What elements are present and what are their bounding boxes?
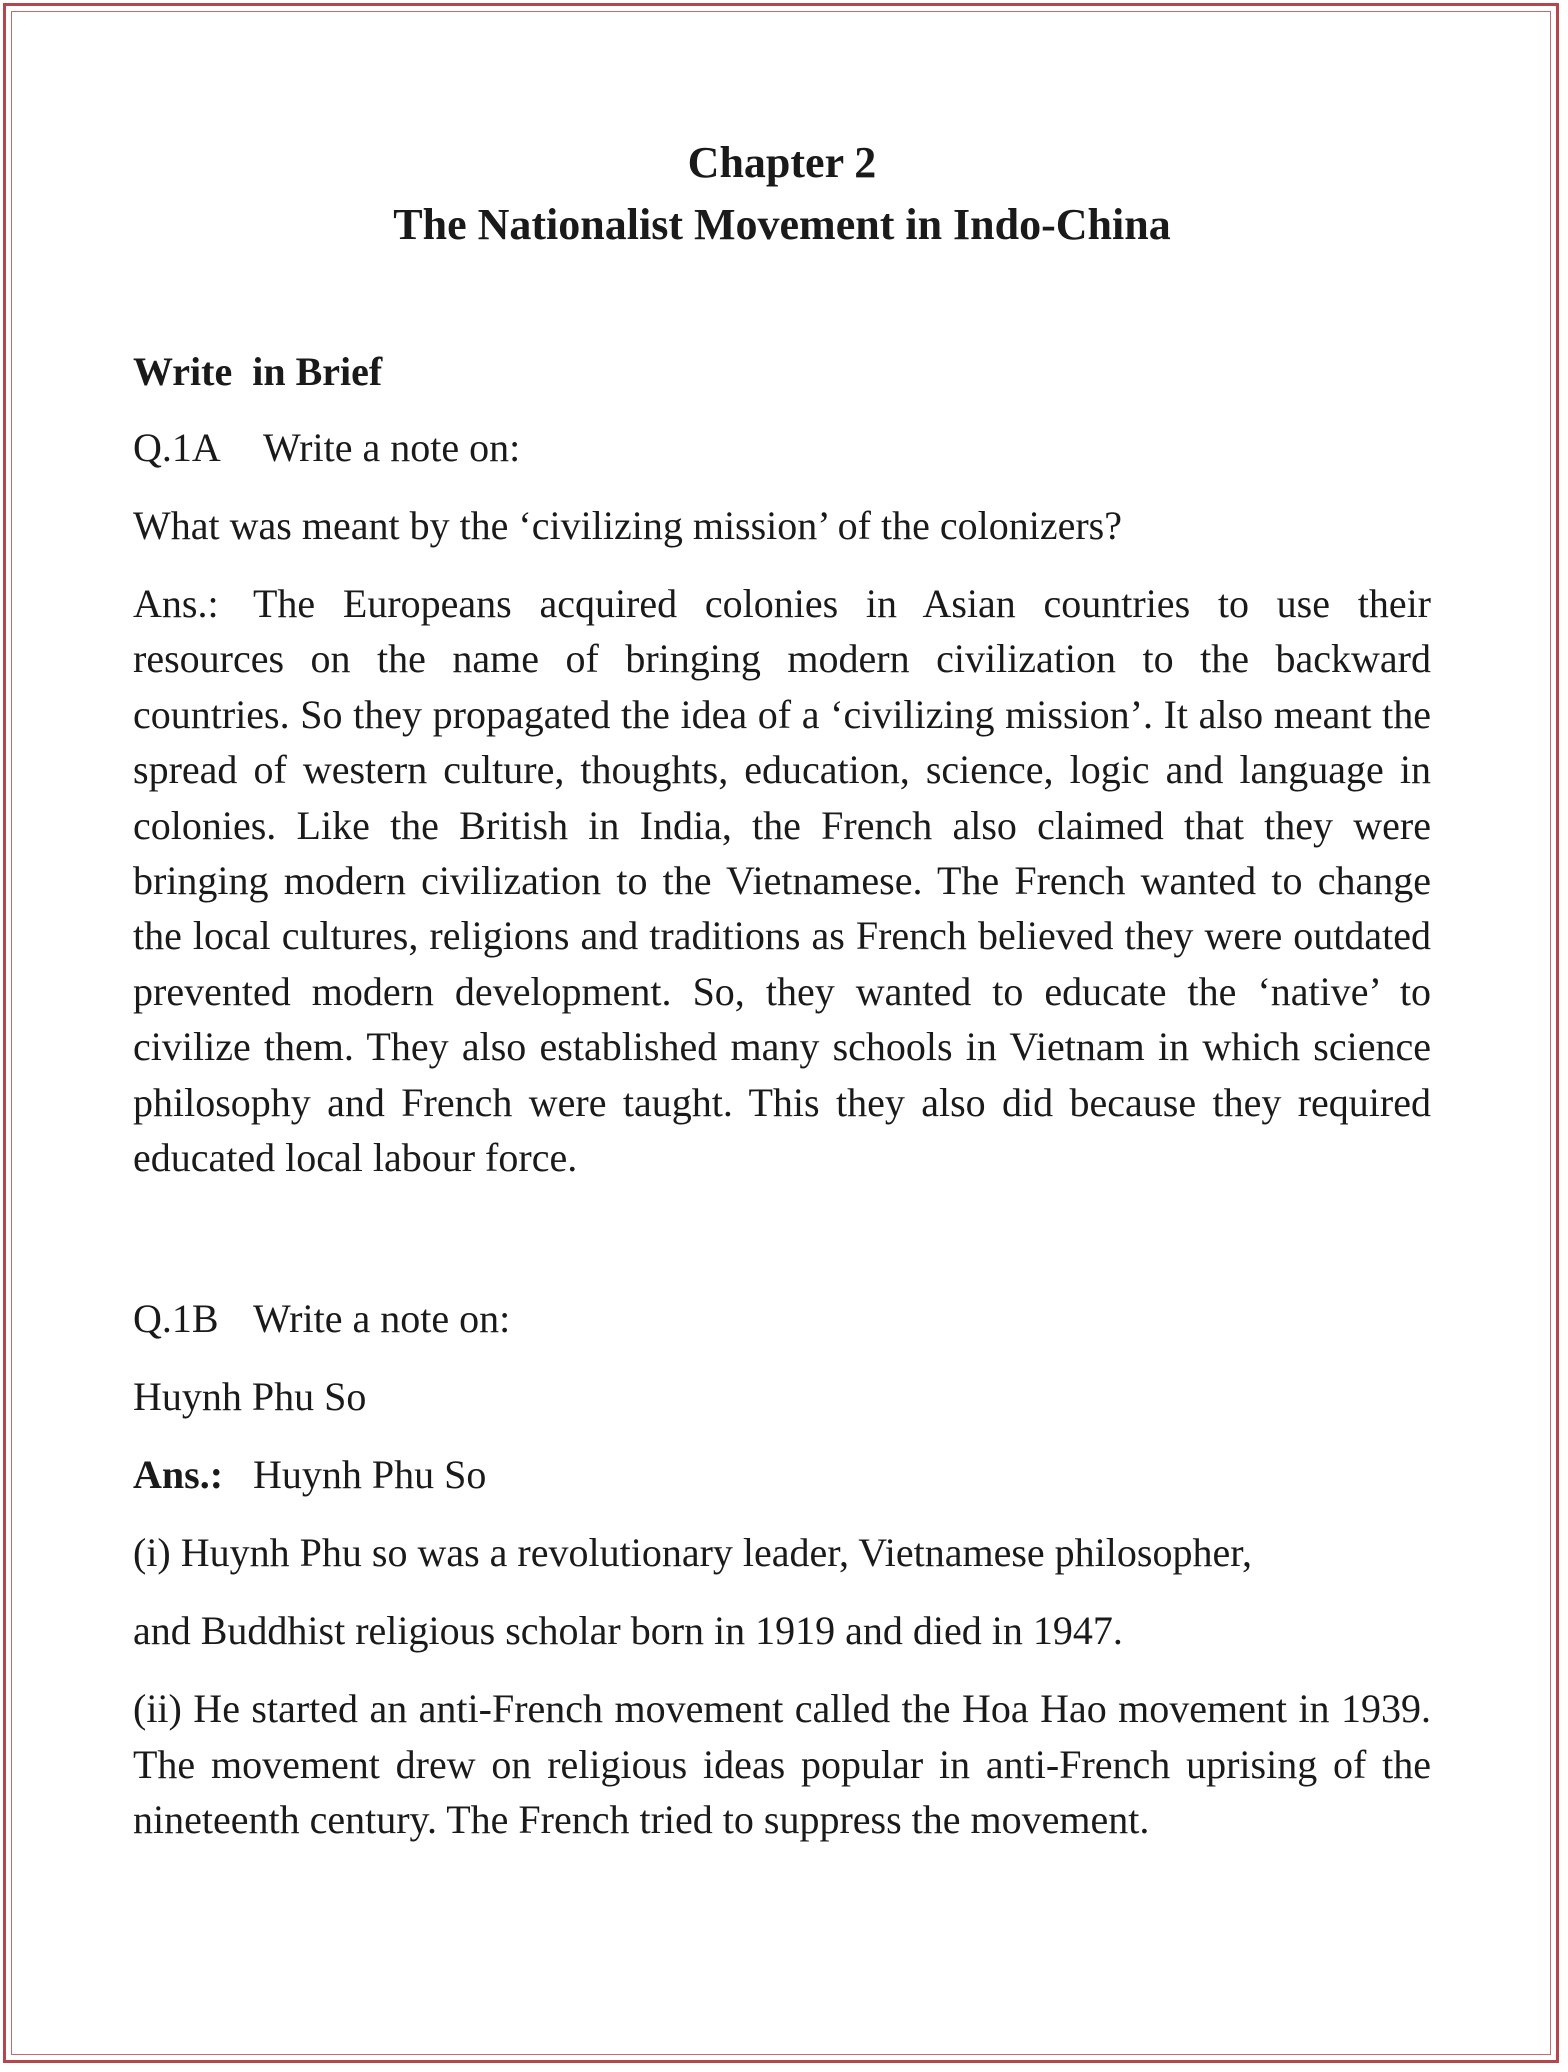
q1b-point2: (ii) He started an anti-French movement called the Hoa Hao movement in 1939. The movement drew on religious ideas popular in anti-French uprising of the nineteenth century. The French tried to suppress the movement.	[133, 1686, 1431, 1843]
q1a-number: Q.1A	[133, 425, 221, 470]
q1a-instruction: Write a note on:	[263, 425, 521, 470]
q1a-answer	[133, 576, 1431, 1185]
q1b-answer-heading: Huynh Phu So	[253, 1452, 487, 1498]
section-heading: Write in Brief	[133, 349, 383, 394]
q1b-number: Q.1B	[133, 1296, 219, 1342]
q1b-answer-label: Ans.:	[133, 1452, 224, 1498]
chapter-title: The Nationalist Movement in Indo-China	[393, 200, 1171, 249]
q1b-point1-line1: (i) Huynh Phu so was a revolutionary leader, Vietnamese philosopher,	[133, 1530, 1252, 1576]
q1a-answer-label: Ans.:	[133, 581, 219, 626]
page-content	[133, 132, 1431, 1848]
chapter-number: Chapter 2	[687, 138, 877, 187]
q1b-instruction: Write a note on:	[253, 1296, 511, 1342]
q1b-point1-line2: and Buddhist religious scholar born in 1919 and died in 1947.	[133, 1608, 1123, 1654]
q1a-answer-text: The Europeans acquired colonies in Asian countries to use their resources on the name of bringing modern civilization to the backward countries. So they propagated the idea of a ‘civilizing mission’. It also meant the spread of western culture, thoughts, education, science, logic and language in colonies. Like the British in India, the French also claimed that they were bringing modern civilization to the Vietnamese. The French wanted to change the local cultures, religions and traditions as French believed they were outdated prevented modern development. So, they wanted to educate the ‘native’ to civilize them. They also established many schools in Vietnam in which science philosophy and French were taught. This they also did because they required educated local labour force.	[133, 581, 1431, 1181]
q1a-header	[133, 420, 1431, 476]
q1b-question: Huynh Phu So	[133, 1374, 367, 1420]
q1a-question: What was meant by the ‘civilizing mission’ of the colonizers?	[133, 503, 1122, 548]
q1b-answer-header	[133, 1447, 1431, 1503]
q1b-header	[133, 1291, 1431, 1347]
